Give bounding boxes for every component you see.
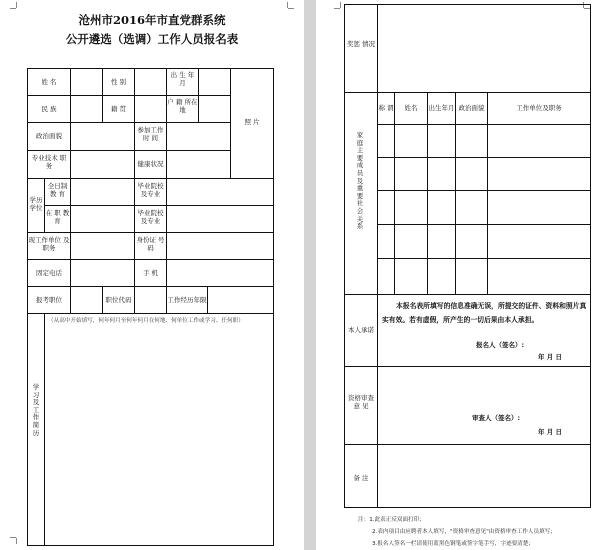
table-border-left: [344, 4, 345, 507]
label-id-number: 身份证 号 码: [136, 236, 165, 252]
table-rule: [377, 190, 591, 191]
label-inservice: 在 职 教 育: [45, 209, 70, 225]
footnote-1: 注：1.此表正反双面打印；: [358, 517, 425, 523]
table-rule: [27, 178, 274, 179]
label-work-start: 参加工作 时 间: [137, 126, 164, 142]
label-edu-group: 学历 学位: [29, 196, 43, 212]
table-rule: [377, 157, 591, 158]
table-rule: [166, 122, 167, 286]
col-name: 姓名: [404, 104, 418, 112]
label-title: 专业技术 职 务: [31, 154, 67, 170]
label-mobile: 手 机: [142, 269, 159, 277]
table-border-right: [273, 68, 274, 546]
table-rule: [44, 205, 274, 206]
label-political: 政治面貌: [36, 132, 62, 140]
label-school1: 毕业院校 及专业: [137, 182, 164, 198]
form-title-line1: 沧州市2016年市直党群系统: [78, 13, 226, 27]
table-rule: [377, 4, 378, 507]
form-page-back: [316, 0, 600, 550]
footnote-3: 3.报名人签名一栏请使用蓝黑色钢笔或签字笔手写，字迹要清楚；: [372, 541, 534, 547]
label-name: 姓 名: [41, 78, 57, 86]
table-rule: [27, 95, 230, 96]
label-remarks: 备 注: [353, 474, 369, 482]
label-ethnicity: 民 族: [41, 105, 57, 113]
crop-mark: [288, 8, 294, 9]
label-current-job: 现工作单位 及职务: [28, 236, 70, 252]
col-work: 工作单位及职务: [516, 104, 562, 112]
crop-mark: [10, 8, 16, 9]
crop-mark: [16, 2, 17, 8]
table-rule: [27, 313, 274, 314]
label-origin: 籍 贯: [110, 105, 127, 113]
crop-mark: [334, 8, 340, 9]
crop-mark: [340, 2, 341, 8]
table-rule: [198, 68, 199, 122]
table-rule: [394, 92, 395, 294]
table-rule: [27, 150, 230, 151]
label-work-years: 工作经历年限: [167, 296, 207, 304]
label-promise: 本人承诺: [348, 326, 374, 334]
table-rule: [344, 92, 591, 93]
table-rule: [377, 224, 591, 225]
table-rule: [102, 68, 103, 122]
table-border-bottom: [27, 545, 274, 546]
col-birth: 出生年月: [428, 104, 455, 112]
table-rule: [27, 232, 274, 233]
table-rule: [344, 444, 591, 445]
label-fulltime: 全日制 教 育: [47, 182, 68, 198]
table-border-right: [590, 4, 591, 507]
table-rule: [455, 92, 456, 294]
table-rule: [27, 259, 274, 260]
table-rule: [377, 258, 591, 259]
label-family: 家庭主要成员及重要社会关系: [356, 131, 364, 231]
date-1: 年 月 日: [538, 353, 563, 361]
table-border-top: [344, 4, 591, 5]
table-border-bottom: [344, 507, 591, 508]
table-border-top: [27, 68, 274, 69]
col-relation: 称 谓: [378, 104, 394, 112]
table-rule: [344, 366, 591, 367]
reviewer-sign: 审查人（签名）:: [472, 414, 521, 422]
label-apply-unit: 报考职位: [36, 296, 62, 304]
table-rule: [487, 92, 488, 294]
table-rule: [207, 286, 208, 313]
crop-mark: [16, 538, 17, 544]
table-rule: [27, 122, 230, 123]
crop-mark: [583, 2, 584, 8]
promise-text: 本报名表所填写的信息准确无误，所提交的证件、资料和照片真实有效。若有虚假，所产生的一切后果由本人承担。: [382, 302, 587, 324]
applicant-sign: 报名人（签名）:: [476, 341, 525, 349]
table-rule: [377, 124, 591, 125]
label-review: 资格审查 意 见: [348, 394, 374, 410]
crop-mark: [287, 2, 288, 8]
form-title-line2: 公开遴选（选调）工作人员报名表: [65, 32, 239, 46]
label-hukou: 户 籍 所在地: [167, 98, 198, 114]
page-gap: [304, 0, 316, 550]
label-birth: 出 生 年 月: [170, 71, 195, 87]
table-rule: [70, 68, 71, 313]
label-phone: 固定电话: [36, 269, 62, 277]
table-rule: [427, 92, 428, 294]
label-school2: 毕业院校 及专业: [137, 209, 164, 225]
resume-hint: （从高中开始填写，何年何月至何年何月在何地、何单位工作或学习、任何职）: [48, 318, 244, 324]
label-health: 健康状况: [137, 160, 164, 168]
label-photo: 照 片: [244, 118, 260, 126]
table-rule: [27, 286, 274, 287]
table-rule: [344, 294, 591, 295]
label-reward: 奖惩 情况: [346, 40, 376, 48]
col-political: 政治面貌: [458, 104, 485, 112]
label-resume: 学 习 及 工 作 简 历: [32, 383, 40, 437]
table-rule: [44, 313, 45, 545]
footnote-2: 2.表内项目由应聘者本人填写，"资格审查意见"由资格审查工作人员填写；: [372, 529, 556, 535]
label-position-code: 职位代码: [105, 296, 132, 304]
label-gender: 性 别: [110, 78, 127, 86]
date-2: 年 月 日: [538, 428, 563, 436]
